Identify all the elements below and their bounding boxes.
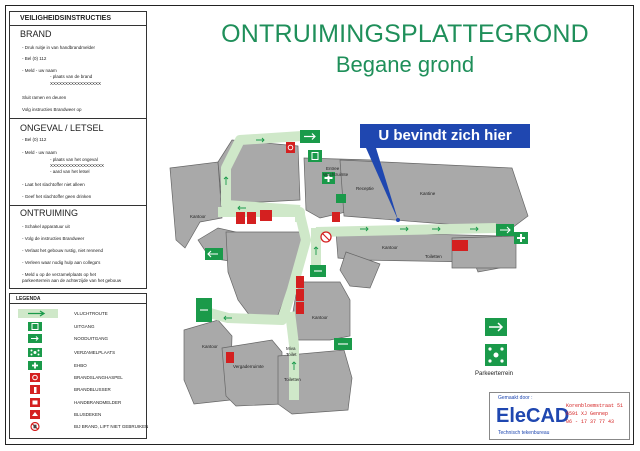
first-aid-icon [514,232,528,244]
fire-alarm-icon [452,240,460,251]
emergency-exit-icon [196,298,212,322]
legend-label: UITGANG [74,324,95,329]
legend-label: NOODUITGANG [74,336,109,341]
company-box [489,392,630,440]
ontruiming-item: parkeerterrein aan de achterzijde van het gebouw [22,278,122,283]
ontruiming-item: - Volg de instructies Brandweer [22,236,85,241]
fire-extinguisher-icon [296,276,304,288]
section-ontruiming-title: ONTRUIMING [20,208,78,218]
room-label: Toilet [286,352,297,357]
ongeval-item: - Geef het slachtoffer geen drinken [22,194,92,199]
fire-extinguisher-icon [332,212,340,222]
made-by-label: Gemaakt door : [498,395,533,401]
room-label: Kantoor [202,344,218,349]
room-label: Kantoor [190,214,206,219]
ongeval-item: - Bel (0) 112 [22,137,47,142]
legend-label: BLUSDEKEN [74,412,102,417]
room-label: Toiletten [284,377,301,382]
ongeval-item: - Laat het slachtoffer niet alleen [22,182,85,187]
logo-cad: CAD [526,405,570,427]
fire-alarm-icon [236,212,245,224]
legend-label: VERZAMELPLAATS [74,350,116,355]
no-lift-icon [321,232,331,242]
fire-hose-icon [296,302,304,314]
brand-item: XXXXXXXXXXXXXXXXX [50,81,102,86]
legend-label: EHBO [74,363,87,368]
legend-label: BRANDSLANGHASPEL [74,375,123,380]
company-address-1: Korenbloemstraat 51 [566,403,624,409]
emergency-exit-icon [205,248,223,260]
room-label: Receptie [356,186,374,191]
room-label: Entree [326,166,340,171]
ontruiming-item: - Verlaat het gebouw rustig, niet rennend [22,248,104,253]
ongeval-item: XXXXXXXXXXXXXXXXXX [50,163,105,168]
page-title: ONTRUIMINGSPLATTEGROND [221,20,589,48]
parking-label: Parkeerterrein [475,371,514,377]
brand-item: - Druk ruitje in van handbrandmelder [22,45,96,50]
emergency-exit-icon [310,265,326,277]
company-phone: 06 - 17 37 77 43 [566,419,615,425]
instructions-header: VEILIGHEIDSINSTRUCTIES [20,15,112,22]
brand-item: - plaats van de brand [50,74,93,79]
brand-item: - Bel (0) 112 [22,56,47,61]
fire-extinguisher-icon [260,210,272,221]
company-logo [496,405,569,428]
room-label: Kantine [420,191,436,196]
ongeval-item: - aard van het letsel [50,169,90,174]
legend-label: BIJ BRAND, LIFT NIET GEBRUIKEN [74,424,149,429]
building-vergaderruimte [222,340,282,406]
room-label: Wachtruimte [323,172,349,177]
room-label: Miva [286,346,296,351]
location-marker [396,218,400,222]
section-brand-title: BRAND [20,29,52,39]
brand-item: - Meld - uw naam [22,68,57,73]
exit-sign-icon [308,150,322,162]
emergency-exit-icon [300,130,320,143]
ongeval-item: - Meld - uw naam [22,150,57,155]
you-are-here-callout: U bevindt zich hier [360,124,530,148]
emergency-exit-icon [485,318,507,336]
ontruiming-item: - Schakel apparatuur uit [22,224,70,229]
ongeval-item: - plaats van het ongeval [50,157,98,162]
assembly-point-icon [336,194,346,203]
fire-hose-icon [247,212,256,224]
room-label: Toiletten [425,254,442,259]
room-label: Kantoor [382,245,398,250]
room-label: Kantoor [312,315,328,320]
page-subtitle: Begane grond [335,52,475,77]
legend-label: BRANDBLUSSER [74,387,111,392]
company-tagline: Technisch tekenbureau [498,430,550,436]
fire-alarm-icon [296,289,304,301]
section-ongeval-title: ONGEVAL / LETSEL [20,123,104,133]
brand-item: Volg instructies Brandweer op [22,107,82,112]
logo-ele: Ele [496,405,527,427]
assembly-point-icon [485,344,507,366]
legend-label: VLUCHTROUTE [74,311,108,316]
fire-hose-icon [460,240,468,251]
brand-item: Sluit ramen en deuren [22,95,67,100]
room-label: Vergaderruimte [233,364,264,369]
fire-hose-icon [286,142,295,153]
company-address-2: 6591 XJ Gennep [566,411,609,417]
emergency-exit-icon [334,338,352,350]
legend-header: LEGENDA [16,296,41,302]
ontruiming-item: - Verleen waar nodig hulp aan collega's [22,260,101,265]
emergency-exit-icon [496,224,514,236]
ontruiming-item: - Meld u op de verzamelplaats op het [22,272,97,277]
fire-extinguisher-icon [226,352,234,363]
legend-label: HANDBRANDMELDER [74,400,122,405]
